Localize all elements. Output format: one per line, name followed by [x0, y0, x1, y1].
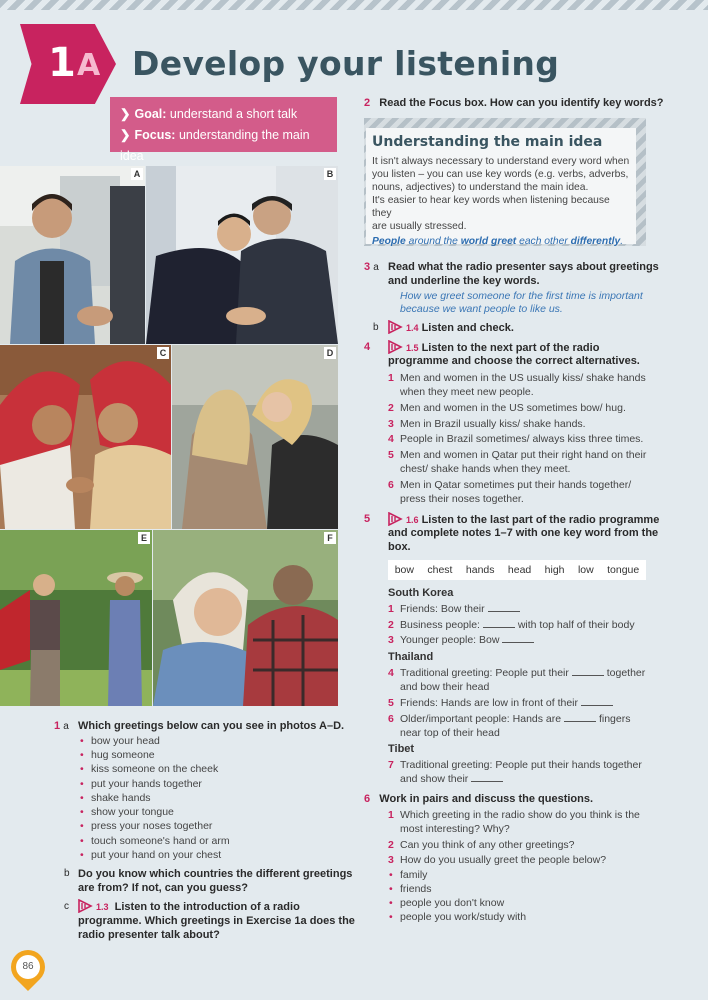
- photo-f: [153, 530, 338, 706]
- photo-label-d: D: [324, 347, 336, 359]
- list-item: 5 Men and women in Qatar put their right hand on their: [388, 449, 647, 461]
- photo-label-c: C: [157, 347, 169, 359]
- list-item: 4 People in Brazil sometimes/ always kiss three times.: [388, 433, 644, 445]
- note-item-cont: and bow their head: [400, 681, 490, 693]
- note-item: 6 Older/important people: Hands are fingers: [388, 713, 631, 725]
- word: low: [577, 564, 594, 576]
- list-item: • put your hands together: [91, 777, 202, 791]
- unit-letter: A: [77, 48, 101, 83]
- photo-b: [146, 166, 338, 344]
- photo-label-e: E: [138, 532, 150, 544]
- list-item: • people you work/study with: [400, 910, 526, 924]
- note-item: 3 Younger people: Bow: [388, 633, 534, 647]
- list-item: • kiss someone on the cheek: [91, 762, 218, 776]
- focus-line: nouns, adjectives) to understand the main idea.: [372, 182, 589, 193]
- blank-field[interactable]: [502, 634, 534, 643]
- ex1-a: 1 a: [54, 720, 69, 732]
- focus-line: ❯ Focus: understanding the main idea: [120, 128, 310, 163]
- photo-label-b: B: [324, 168, 336, 180]
- ex3-b: 1.4 Listen and check.: [386, 320, 514, 335]
- ex3-a-line1: Read what the radio presenter says about greetings: [388, 261, 659, 273]
- word: chest: [427, 564, 453, 576]
- list-item: 3 Men in Brazil usually kiss/ shake hands.: [388, 418, 586, 430]
- focus-line: are usually stressed.: [372, 221, 467, 232]
- note-item: 2 Business people: with top half of their body: [388, 619, 635, 631]
- note-item-cont: and show their: [400, 772, 503, 786]
- page-title: Develop your listening: [132, 44, 560, 83]
- goal-line: ❯ Goal: understand a short talk: [120, 107, 298, 121]
- note-item: 1 Friends: Bow their: [388, 602, 520, 616]
- focus-line: It's easier to hear key words when listening because they: [372, 195, 610, 219]
- word: hands: [465, 564, 495, 576]
- ex5-line3: box.: [388, 541, 411, 553]
- audio-icon[interactable]: [386, 340, 404, 354]
- ex6: 6 Work in pairs and discuss the questions.: [364, 793, 594, 805]
- ex1-a-text: Which greetings below can you see in photos A–D.: [78, 720, 345, 732]
- word: tongue: [607, 564, 640, 576]
- word: high: [544, 564, 565, 576]
- ex3-quote1: How we greet someone for the first time is important: [400, 290, 643, 302]
- ex1-c-letter: c: [64, 901, 69, 912]
- list-item: • show your tongue: [91, 805, 174, 819]
- ex2: 2 Read the Focus box. How can you identify key words?: [364, 97, 664, 109]
- note-item: 7 Traditional greeting: People put their hands together: [388, 759, 642, 771]
- ex3-a-line2: and underline the key words.: [388, 275, 540, 287]
- list-item: • friends: [400, 882, 432, 896]
- blank-field[interactable]: [581, 697, 613, 706]
- list-item: • bow your head: [91, 734, 160, 748]
- focus-line: It isn't always necessary to understand every word when: [372, 156, 630, 167]
- question-item: 2 Can you think of any other greetings?: [388, 839, 575, 851]
- list-item: • touch someone's hand or arm: [91, 834, 230, 848]
- blank-field[interactable]: [572, 667, 604, 676]
- audio-icon[interactable]: [76, 899, 94, 913]
- ex5-num: 5: [364, 513, 371, 525]
- list-item: • press your noses together: [91, 819, 212, 833]
- goal-box: [110, 97, 337, 163]
- photo-grid: [0, 166, 338, 706]
- word: bow: [394, 564, 414, 576]
- focus-example: People around the world greet each other differently.: [372, 236, 624, 247]
- ex5-line1: 1.6 Listen to the last part of the radio programme: [386, 512, 659, 527]
- photo-label-a: A: [131, 168, 143, 180]
- ex4-num: 4: [364, 341, 371, 353]
- subhead-south-korea: South Korea: [388, 587, 454, 599]
- list-item: • hug someone: [91, 748, 155, 762]
- blank-field[interactable]: [483, 619, 515, 628]
- photo-a: [0, 166, 145, 344]
- page-number: 86: [16, 955, 40, 979]
- list-item: • family: [400, 868, 427, 882]
- note-item: 5 Friends: Hands are low in front of their: [388, 696, 613, 710]
- word: head: [507, 564, 532, 576]
- list-item: • put your hand on your chest: [91, 848, 221, 862]
- word-box: [388, 560, 646, 580]
- photo-label-f: F: [324, 532, 336, 544]
- photo-c: [0, 345, 171, 529]
- photo-e: [0, 530, 152, 706]
- list-item: • shake hands: [91, 791, 151, 805]
- note-item-cont: near top of their head: [400, 727, 500, 739]
- ex1-c-line2: programme. Which greetings in Exercise 1a does the: [78, 915, 355, 927]
- list-item: 6 Men in Qatar sometimes put their hands together/: [388, 479, 632, 491]
- list-item: 1 Men and women in the US usually kiss/ shake hands: [388, 372, 646, 384]
- subhead-thailand: Thailand: [388, 651, 434, 663]
- focus-box-content: [366, 128, 636, 247]
- focus-line: you listen – you can use key words (e.g. verbs, adverbs,: [372, 169, 629, 180]
- list-item-cont: press their noses together.: [400, 493, 524, 505]
- chevron-right-icon: ❯: [120, 128, 131, 142]
- blank-field[interactable]: [564, 713, 596, 722]
- unit-number: 1: [48, 40, 76, 86]
- note-item: 4 Traditional greeting: People put their together: [388, 667, 646, 679]
- ex4-line2: programme and choose the correct alternatives.: [388, 355, 640, 367]
- ex1-b-line2: are from? If not, can you guess?: [78, 882, 248, 894]
- list-item: • people you don't know: [400, 896, 504, 910]
- list-item-cont: chest/ shake hands when they meet.: [400, 463, 571, 475]
- top-stripe: [0, 0, 708, 10]
- list-item-cont: when they meet new people.: [400, 386, 534, 398]
- question-item: 3 How do you usually greet the people below?: [388, 854, 607, 866]
- audio-icon[interactable]: [386, 512, 404, 526]
- question-item-cont: most interesting? Why?: [400, 823, 510, 835]
- focus-title: Understanding the main idea: [372, 134, 603, 150]
- ex1-b-line1: Do you know which countries the different greetings: [78, 868, 353, 880]
- ex1-c-line3: radio presenter talk about?: [78, 929, 220, 941]
- ex3-a: 3 a: [364, 261, 379, 273]
- blank-field[interactable]: [471, 773, 503, 782]
- list-item: 2 Men and women in the US sometimes bow/ hug.: [388, 402, 626, 414]
- chevron-right-icon: ❯: [120, 107, 131, 121]
- ex3-quote2: because we want people to like us.: [400, 303, 563, 315]
- ex1-c-line1: 1.3 Listen to the introduction of a radio: [76, 899, 300, 914]
- ex3-b-letter: b: [373, 322, 379, 333]
- photo-d: [172, 345, 338, 529]
- question-item: 1 Which greeting in the radio show do you think is the: [388, 809, 640, 821]
- ex1-b-letter: b: [64, 868, 70, 879]
- ex4-line1: 1.5 Listen to the next part of the radio: [386, 340, 599, 355]
- focus-box: [364, 118, 646, 246]
- subhead-tibet: Tibet: [388, 743, 415, 755]
- ex5-line2: and complete notes 1–7 with one key word from the: [388, 527, 659, 539]
- blank-field[interactable]: [488, 603, 520, 612]
- audio-icon[interactable]: [386, 320, 404, 334]
